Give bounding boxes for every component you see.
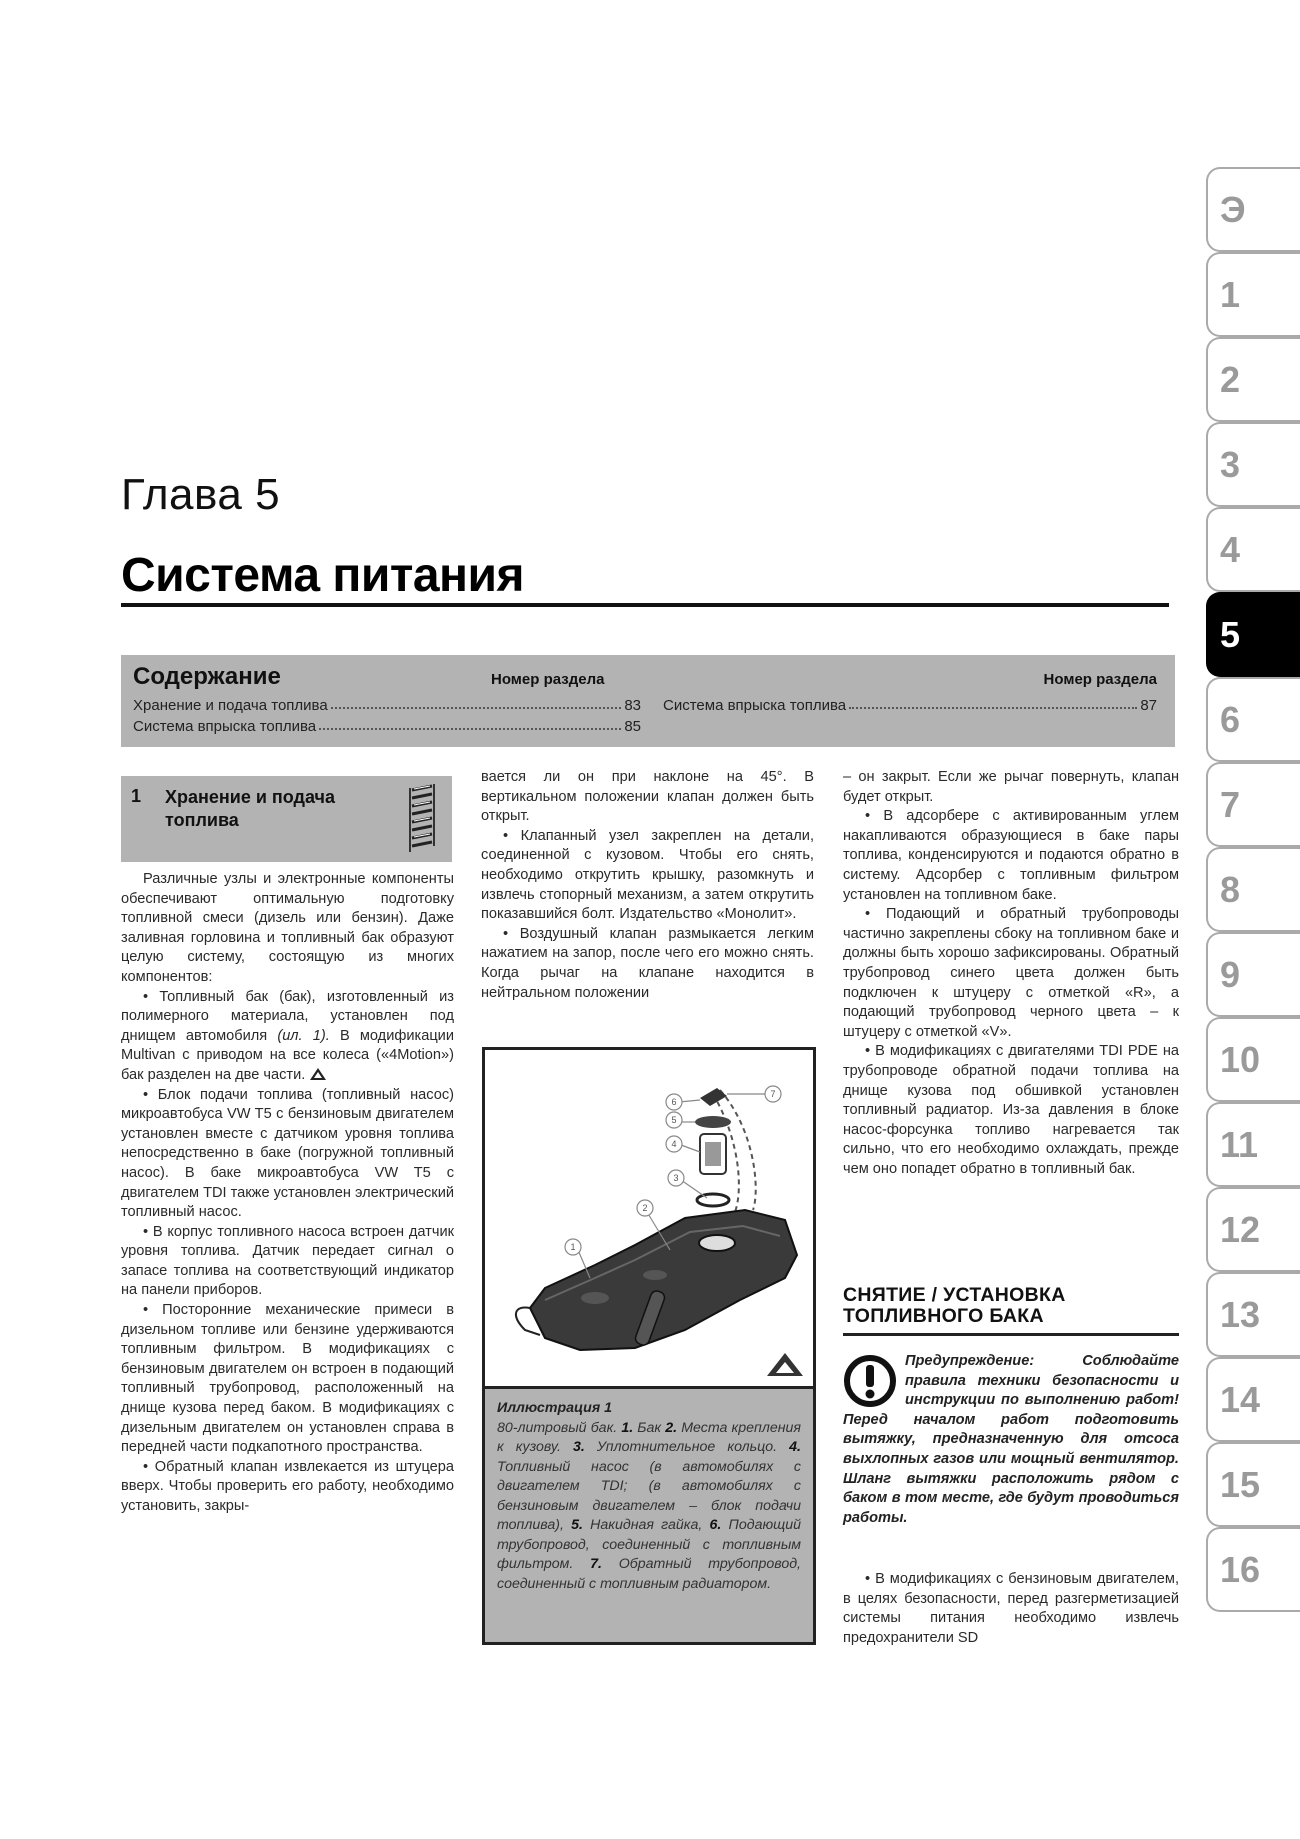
- chapter-tab-label: 13: [1220, 1294, 1261, 1335]
- chapter-title: Система питания: [121, 549, 525, 602]
- title-rule: [121, 603, 1169, 607]
- subsection-heading: [843, 1285, 1179, 1327]
- chapter-tab[interactable]: [1206, 1102, 1300, 1187]
- toc-entry-title: Система впрыска топлива: [133, 718, 317, 735]
- chapter-tab[interactable]: [1206, 1272, 1300, 1357]
- bullet-paragraph: • Посторонние механические примеси в дизельном топливе или бензине удерживаются топливным фильтром. В модификациях с бензиновым двигателем он встроен в подающий топливный трубопровод, расположенный на днище кузова перед баком. В модификациях с дизельным двигателем он установлен справа в передней части подкапотного пространства.: [121, 1302, 454, 1456]
- chapter-tab[interactable]: [1206, 677, 1300, 762]
- bullet-paragraph: • Клапанный узел закреплен на детали, соединенной с кузовом. Чтобы его снять, необходимо открутить крышку, разомкнуть и извлечь стопорный механизм, а затем открутить показавшийся болт. Издательство «Монолит».: [481, 827, 814, 923]
- chapter-tab-label: 6: [1220, 699, 1241, 740]
- chapter-tab-label: 1: [1220, 274, 1241, 315]
- text-column-middle: [481, 768, 814, 1003]
- bullet-paragraph: • Блок подачи топлива (топливный насос) микроавтобуса VW T5 с бензиновым двигателем установлен вместе с датчиком уровня топлива непосредственно в баке (погружной топливный насос). В баке микроавтобуса VW T5 с двигателем TDI также установлен электрический топливный насос.: [121, 1086, 454, 1221]
- chapter-tab-label: 10: [1220, 1039, 1261, 1080]
- callout-label: 6: [671, 1097, 677, 1107]
- callout-label: 1: [570, 1242, 576, 1252]
- chapter-tabs: [1206, 167, 1300, 1612]
- publisher-logo-icon: [767, 1353, 803, 1376]
- chapter-label: Глава 5: [121, 470, 281, 519]
- caption-text: Бак: [633, 1419, 666, 1436]
- toc-entry-page: 87: [1140, 697, 1157, 714]
- chapter-tab[interactable]: [1206, 932, 1300, 1017]
- caption-item-number: 5.: [571, 1517, 583, 1533]
- caption-text: Накидная гайка,: [582, 1517, 710, 1533]
- caption-text: Места крепления к кузову.: [497, 1419, 802, 1455]
- toc-column-header: Номер раздела: [1043, 671, 1157, 688]
- bullet-paragraph: • В модификациях с двигателями TDI PDE на трубопроводе обратной подачи топлива на днище кузова под обшивкой установлен топливный радиатор. Из-за давления в блоке насос-форсунка топливо нагревается так сильно, что его необходимо охлаждать, прежде чем оно попадет обратно в топливный бак.: [843, 1043, 1179, 1177]
- figure-caption: [485, 1386, 813, 1642]
- caption-text: Обратный трубопровод, соединенный с топливным радиатором.: [497, 1556, 801, 1592]
- toc-entry-page: 85: [624, 718, 641, 735]
- toc-leader-dots: [319, 728, 621, 730]
- callout-label: 3: [673, 1173, 679, 1183]
- toc-heading: Содержание: [133, 663, 281, 690]
- chapter-tab-label: 2: [1220, 359, 1241, 400]
- chapter-tab[interactable]: [1206, 252, 1300, 337]
- warning-text: Предупреждение: Соблюдайте правила техники безопасности и инструкции по выполнению работ! Перед началом работ подготовить вытяжку, предназначенную для отсоса выхлопных газов или мощный вентилятор. Шланг вытяжки расположить рядом с баком в том месте, где будут проводиться работы.: [843, 1353, 1179, 1526]
- chapter-tab-label: 8: [1220, 869, 1241, 910]
- chapter-tab-label: 3: [1220, 444, 1241, 485]
- fuel-tank-illustration: [485, 1050, 813, 1386]
- caption-item-number: 6.: [709, 1517, 722, 1533]
- caption-text: Топливный насос (в автомобилях с двигателем TDI; (в автомобилях с бензиновым двигателем – блок подачи топлива),: [497, 1458, 801, 1533]
- caption-item-number: 1.: [621, 1419, 634, 1436]
- callout-label: 5: [671, 1115, 677, 1125]
- caption-text: Подающий трубопровод, соединенный с топливным фильтром.: [497, 1517, 801, 1572]
- chapter-tab[interactable]: [1206, 847, 1300, 932]
- toc-column-header: Номер раздела: [491, 671, 605, 688]
- paragraph: Различные узлы и электронные компоненты обеспечивают оптимальную подготовку топливной смеси (дизель или бензин). Даже заливная горловина и топливный бак образуют целую систему, состоящую из многих компонентов:: [121, 871, 454, 985]
- caption-title: Иллюстрация 1: [497, 1400, 613, 1416]
- chapter-tab-label: 12: [1220, 1209, 1261, 1250]
- chapter-tab[interactable]: [1206, 507, 1300, 592]
- chapter-tab[interactable]: [1206, 167, 1300, 252]
- subsection-rule: [843, 1333, 1179, 1336]
- toc-entry[interactable]: [133, 694, 641, 714]
- bullet-paragraph: • Обратный клапан извлекается из штуцера вверх. Чтобы проверить его работу, необходимо установить, закры-: [121, 1458, 454, 1514]
- caption-body: [497, 1420, 801, 1592]
- bullet-paragraph: • Подающий и обратный трубопроводы частично закреплены сбоку на топливном баке и должны быть хорошо зафиксированы. Обратный трубопровод синего цвета должен быть подключен к штуцеру с отметкой «R», а подающий трубопровод черного цвета – к штуцеру с отметкой «V».: [843, 906, 1179, 1040]
- chapter-tab-label: 9: [1220, 954, 1241, 995]
- text-column-left: [121, 870, 454, 1517]
- toc-entry[interactable]: [663, 694, 1157, 714]
- chapter-tab-label: 14: [1220, 1379, 1261, 1420]
- section-title: Хранение и подача топлива: [165, 787, 335, 830]
- caption-item-number: 3.: [572, 1439, 585, 1455]
- chapter-tab-label: 4: [1220, 529, 1241, 570]
- subsection-heading-line: СНЯТИЕ / УСТАНОВКА: [843, 1284, 1066, 1306]
- chapter-tab-label: 15: [1220, 1464, 1261, 1505]
- chapter-tab[interactable]: [1206, 592, 1300, 677]
- chapter-tab[interactable]: [1206, 1442, 1300, 1527]
- figure-fuel-tank: [482, 1047, 816, 1645]
- toc-leader-dots: [849, 707, 1137, 709]
- text-column-right-tail: [843, 1570, 1179, 1648]
- chapter-tab-label: 5: [1220, 614, 1241, 655]
- caption-item-number: 2.: [665, 1419, 678, 1436]
- bullet-paragraph: • Воздушный клапан размыкается легким нажатием на запор, после чего его можно снять. Когда рычаг на клапане находится в нейтральном положении: [481, 925, 814, 1001]
- toc-entry-title: Система впрыска топлива: [663, 697, 847, 714]
- callout-label: 7: [770, 1089, 776, 1099]
- section-heading-box: [121, 776, 452, 862]
- chapter-tab-label: 7: [1220, 784, 1241, 825]
- toc-entry-page: 83: [624, 697, 641, 714]
- text-column-right: [843, 768, 1179, 1179]
- chapter-tab[interactable]: [1206, 1187, 1300, 1272]
- toc-entry[interactable]: [133, 715, 641, 735]
- callout-label: 4: [671, 1139, 677, 1149]
- caption-item-number: 7.: [590, 1556, 602, 1572]
- toc-leader-dots: [331, 707, 622, 709]
- bullet-text: В модификации Multivan с приводом на все колеса («4Motion») бак разделен на две части.: [121, 1027, 454, 1083]
- chapter-tab[interactable]: [1206, 337, 1300, 422]
- bullet-paragraph: • В модификациях с бензиновым двигателем, в целях безопасности, перед разгерметизацией системы питания необходимо извлечь предохранители SD: [843, 1571, 1179, 1646]
- paragraph: – он закрыт. Если же рычаг повернуть, клапан будет открыт.: [843, 769, 1179, 805]
- warning-note: [843, 1352, 1179, 1528]
- chapter-tab[interactable]: [1206, 1527, 1300, 1612]
- chapter-tab-label: 16: [1220, 1549, 1261, 1590]
- chapter-tab[interactable]: [1206, 1017, 1300, 1102]
- table-of-contents: [121, 655, 1175, 747]
- chapter-tab-label: Э: [1220, 189, 1246, 230]
- chapter-tab[interactable]: [1206, 1357, 1300, 1442]
- chapter-tab[interactable]: [1206, 762, 1300, 847]
- bullet-paragraph: • В адсорбере с активированным углем накапливаются образующиеся в баке пары топлива, конденсируются и подаются обратно в систему. Адсорбер с топливным фильтром установлен на топливном баке.: [843, 808, 1179, 903]
- section-number: 1: [131, 786, 142, 806]
- figure-reference[interactable]: (ил. 1).: [277, 1027, 330, 1044]
- chapter-tab-label: 11: [1220, 1124, 1259, 1165]
- chapter-tab[interactable]: [1206, 422, 1300, 507]
- bullet-paragraph: • В корпус топливного насоса встроен датчик уровня топлива. Датчик передает сигнал о запасе топлива на соответствующий индикатор на панели приборов.: [121, 1223, 454, 1299]
- warning-triangle-icon: [309, 1067, 327, 1081]
- bullet-paragraph: [121, 988, 454, 1086]
- callout-label: 2: [642, 1203, 648, 1213]
- caption-text: Уплотнительное кольцо.: [584, 1439, 790, 1455]
- caption-item-number: 4.: [789, 1439, 801, 1455]
- subsection-heading-line: ТОПЛИВНОГО БАКА: [843, 1305, 1044, 1327]
- exclamation-warning-icon: [843, 1354, 897, 1408]
- bullet-text: • Топливный бак (бак), изготовленный из полимерного материала, установлен под днищем автомобиля: [121, 988, 454, 1044]
- paragraph: вается ли он при наклоне на 45°. В вертикальном положении клапан должен быть открыт.: [481, 769, 814, 825]
- spring-icon: [404, 782, 440, 856]
- caption-text: 80-литровый бак.: [497, 1419, 622, 1436]
- toc-entry-title: Хранение и подача топлива: [133, 697, 328, 714]
